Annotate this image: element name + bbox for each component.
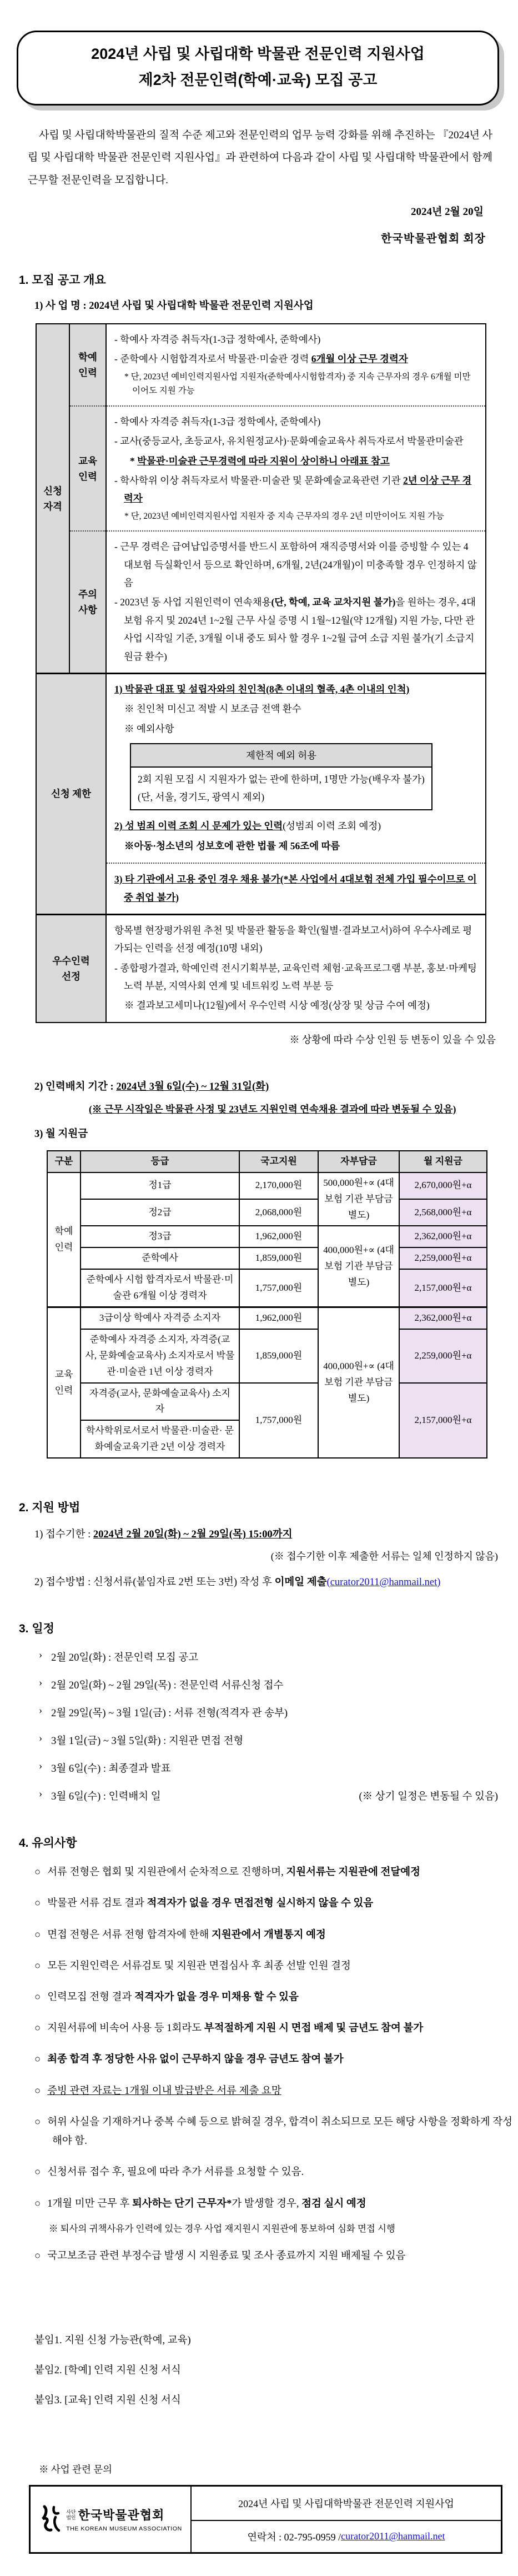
requirement-line: - 학사학위 이상 취득자로서 박물관·미술관 및 문화예술교육관련 기관 2년 이상 근무 경력자 — [114, 475, 472, 504]
circle-bullet-icon: ○ — [34, 1960, 41, 1972]
table-row — [36, 531, 486, 673]
self-pay-cell: 500,000원+∝ (4대보험 기관 부담금 별도) — [318, 1172, 399, 1226]
section-2-heading: 2. 지원 방법 — [19, 1501, 81, 1515]
corp-line: 사단 — [66, 2509, 76, 2515]
notice-item — [34, 2019, 518, 2038]
table-row — [36, 324, 486, 406]
grade-cell: 정3급 — [81, 1226, 239, 1247]
notice-text: 서류 전형은 협회 및 지원관에서 순차적으로 진행하며, 지원서류는 지원관에 전달예정 — [47, 1867, 420, 1878]
circle-bullet-icon: ○ — [34, 2054, 41, 2066]
schedule-item — [39, 1788, 518, 1803]
schedule-item — [39, 1677, 518, 1692]
chevron-bullet-icon: › — [39, 1677, 43, 1689]
email-link[interactable]: curator2011@hanmail.net — [330, 1577, 437, 1588]
association-name-ko: 한국박물관협회 — [78, 2508, 165, 2523]
education-staff-label — [69, 406, 106, 531]
notice-item — [34, 1894, 518, 1913]
overview-table — [36, 323, 486, 1023]
notice-text: 인력모집 전형 결과 적격자가 없을 경우 미채용 할 수 있음 — [47, 1991, 299, 2003]
requirement-line: - 교사(중등교사, 초등교사, 유치원정교사)·문화예술교육사 취득자로서 박물관미술관 — [114, 435, 464, 447]
dotted-divider — [107, 863, 485, 864]
notice-item — [34, 2113, 518, 2151]
inquiry-label: ※ 사업 관련 문의 — [39, 2463, 113, 2475]
exception-body-line: 2회 지원 모집 시 지원자가 없는 관에 한하며, 1명만 가능(배우자 불가) — [138, 774, 425, 785]
notice-text: 박물관 서류 검토 결과 적격자가 없을 경우 면접전형 실시하지 않을 수 있음 — [47, 1898, 374, 1910]
notice-text: 국고보조금 관련 부정수급 발생 시 지원종료 및 조사 종료까지 지원 배제될 수 있음 — [47, 2250, 406, 2262]
title-box — [17, 31, 499, 106]
grade-cell: 자격증(교사, 문화예술교육사) 소지자 — [81, 1383, 239, 1421]
restriction-cell — [106, 673, 486, 914]
excellence-label — [36, 914, 106, 1022]
grade-cell: 정1급 — [81, 1172, 239, 1199]
notice-item — [34, 1926, 518, 1944]
notice-text: 신청서류 접수 후, 필요에 따라 추가 서류를 요청할 수 있음. — [47, 2167, 304, 2178]
table-row — [47, 1172, 487, 1199]
chevron-bullet-icon: › — [39, 1788, 43, 1800]
gov-support-cell: 1,962,000원 — [239, 1307, 318, 1329]
notice-item — [34, 2163, 518, 2182]
table-row — [36, 406, 486, 531]
intro-paragraph: 사립 및 사립대학박물관의 질적 수준 제고와 전문인력의 업무 능력 강화를 위해 추진하는 『2024년 사립 및 사립대학 박물관 전문인력 지원사업』과 관련하여 다음과 같이 사립 및 사립대학 박물관에서 함께 근무할 전문인력을 모집합니다. — [28, 129, 492, 187]
paren-close: ) — [437, 1577, 441, 1588]
notice-text: 1개월 미만 근무 후 퇴사하는 단기 근무자*가 발생할 경우, 점검 실시 예정 — [47, 2198, 366, 2209]
chevron-bullet-icon: › — [39, 1733, 43, 1745]
title-line-2: 제2차 전문인력(학예·교육) 모집 공고 — [138, 72, 378, 89]
notice-text: 최종 합격 후 정당한 사유 없이 근무하지 않을 경우 금년도 참여 불가 — [47, 2054, 344, 2066]
restriction-note: ※ 예외사항 — [124, 723, 174, 734]
requirement-line: - 준학예사 시험합격자로서 박물관·미술관 경력 6개월 이상 근무 경력자 — [114, 353, 408, 365]
column-header: 구분 — [47, 1151, 81, 1172]
schedule-item — [39, 1705, 518, 1720]
excellence-line: 항목별 현장평가위원 추천 및 박물관 활동을 확인(월별·결과보고서)하여 우수사례로 평가되는 인력을 선정 예정(10명 내외) — [114, 924, 472, 954]
exception-body-line: (단, 서울, 경기도, 광역시 제외) — [138, 791, 265, 803]
circle-bullet-icon: ○ — [34, 2023, 41, 2034]
section-4-heading: 4. 유의사항 — [19, 1837, 77, 1850]
self-pay-cell: 400,000원+∝ (4대보험 기관 부담금 별도) — [318, 1226, 399, 1307]
chevron-bullet-icon: › — [39, 1761, 43, 1772]
salary-table — [47, 1150, 487, 1459]
schedule-text: 3월 6일(수) : 인력배치 일 — [51, 1791, 161, 1803]
label-line: 교육 — [54, 1369, 73, 1380]
circle-bullet-icon: ○ — [34, 2167, 41, 2178]
monthly-cell: 2,362,000원+α — [399, 1307, 487, 1329]
submission-line — [34, 1574, 518, 1588]
restriction-note: ※ 친인척 미신고 적발 시 보조금 전액 환수 — [124, 703, 301, 715]
restriction-note: ※아동·청소년의 성보호에 관한 법률 제 56조에 따름 — [124, 840, 340, 851]
monthly-cell: 2,568,000원+α — [399, 1199, 487, 1226]
qualification-label-line: 자격 — [43, 500, 62, 512]
table-row — [47, 1329, 487, 1383]
contact-prefix: 연락처 : 02-795-0959 / — [247, 2531, 341, 2543]
schedule-item — [39, 1761, 518, 1775]
notice-text: 지원서류에 비속어 사용 등 1회라도 부적절하게 지원 시 면접 배제 및 금년도 참여 불가 — [47, 2023, 424, 2034]
gov-support-cell: 1,757,000원 — [239, 1269, 318, 1307]
grade-cell: 학사학위로서로서 박물관·미술관· 문화예술교육기관 2년 이상 경력자 — [81, 1420, 239, 1458]
circle-bullet-icon: ○ — [34, 1991, 41, 2003]
circle-bullet-icon: ○ — [34, 2085, 41, 2097]
notice-item — [34, 2194, 518, 2213]
self-pay-cell: 400,000원+∝ (4대보험 기관 부담금 별도) — [318, 1307, 399, 1458]
circle-bullet-icon: ○ — [34, 2116, 41, 2128]
qualification-label-line: 신청 — [43, 485, 62, 497]
label-line: 학예 — [54, 1225, 73, 1236]
table-header-row — [47, 1151, 487, 1172]
program-name: 2024년 사립 및 사립대학박물관 전문인력 지원사업 — [192, 2487, 501, 2521]
restriction-line: 3) 타 기관에서 고용 중인 경우 채용 불가(*본 사업에서 4대보험 전체 가입 필수이므로 이중 취업 불가) — [114, 874, 477, 903]
deadline-note: (※ 접수기한 이후 제출한 서류는 일체 인정하지 않음) — [270, 1551, 498, 1562]
column-header: 월 지원금 — [399, 1151, 487, 1172]
schedule-item — [39, 1650, 518, 1664]
table-row — [36, 914, 486, 1022]
salary-heading: 3) 월 지원금 — [34, 1128, 88, 1140]
exception-table-body — [130, 767, 432, 810]
chevron-bullet-icon: › — [39, 1705, 43, 1717]
exception-table-header: 제한적 예외 허용 — [130, 744, 432, 767]
table-row — [47, 1269, 487, 1307]
submission-text: 2) 접수방법 : 신청서류(붙임자료 2번 또는 3번) 작성 후 이메일 제출 — [34, 1577, 327, 1588]
restriction-line: 1) 박물관 대표 및 설립자와의 친인척(8촌 이내의 혈족, 4촌 이내의 인척) — [114, 683, 410, 695]
table-row — [47, 1199, 487, 1226]
column-header: 국고지원 — [239, 1151, 318, 1172]
footer-contact-box — [29, 2485, 502, 2554]
grade-cell: 준학예사 자격증 소지자, 자격증(교사, 문화예술교육사) 소지자로서 박물관·미술관 1년 이상 경력자 — [81, 1329, 239, 1383]
table-row — [130, 767, 432, 810]
table-row — [47, 1383, 487, 1421]
title-line-1: 2024년 사립 및 사립대학 박물관 전문인력 지원사업 — [91, 46, 425, 62]
notice-item — [34, 2082, 518, 2101]
announcement-date: 2024년 2월 20일 — [410, 206, 484, 218]
schedule-text: 2월 20일(화) : 전문인력 모집 공고 — [51, 1652, 199, 1664]
monthly-cell: 2,157,000원+α — [399, 1383, 487, 1459]
table-row — [47, 1307, 487, 1329]
section-3-heading: 3. 일정 — [19, 1622, 54, 1636]
paren-open: ( — [326, 1577, 330, 1588]
schedule-text: 3월 6일(수) : 최종결과 발표 — [51, 1763, 171, 1775]
gov-support-cell: 1,757,000원 — [239, 1383, 318, 1459]
monthly-cell: 2,157,000원+α — [399, 1269, 487, 1307]
monthly-cell: 2,259,000원+α — [399, 1247, 487, 1269]
notice-item — [34, 1988, 518, 2007]
schedule-note: (※ 상기 일정은 변동될 수 있음) — [359, 1791, 498, 1803]
schedule-text: 3월 1일(금) ~ 3월 5일(화) : 지원관 면접 전형 — [51, 1736, 244, 1747]
gov-support-cell: 2,068,000원 — [239, 1199, 318, 1226]
caution-line: - 2023년 동 사업 지원인력이 연속채용(단, 학예, 교육 교차지원 불가)을 원하는 경우, 4대보험 유지 및 2024년 1~2월 근무 사실 증명 시 1월~12월(약 12개월) 지원 가능, 다만 관 사업 시작일 기준, 3개월 이내 중도 퇴사 할 경우 1~2월 급여 소급 지원 불가(기 소급지원금 환수) — [114, 597, 476, 662]
placement-period-note: (※ 근무 시작일은 박물관 사정 및 23년도 지원인력 연속채용 결과에 따라 변동될 수 있음) — [89, 1103, 456, 1115]
caution-cell — [106, 531, 486, 673]
requirement-line: - 학예사 자격증 취득자(1-3급 정학예사, 준학예사) — [114, 415, 321, 427]
table-row — [47, 1247, 487, 1269]
curatorial-staff-cell — [106, 324, 486, 406]
notice-item — [34, 1957, 518, 1976]
association-logo-block — [31, 2487, 192, 2552]
deadline-line: 1) 접수기한 : 2024년 2월 20일(화) ~ 2월 29일(목) 15:00까지 — [34, 1529, 293, 1541]
section-1-heading: 1. 모집 공고 개요 — [19, 274, 106, 287]
corp-line: 법인 — [66, 2514, 76, 2520]
attachment-item: 붙임2. [학예] 인력 지원 신청 서식 — [34, 2364, 181, 2376]
requirement-note: * 단, 2023년 예비인력지원사업 지원자 중 지속 근무자의 경우 2년 미만이어도 지원 가능 — [124, 511, 445, 521]
kma-logo-icon — [39, 2505, 61, 2534]
label-line: 사항 — [78, 604, 97, 616]
label-line: 인력 — [78, 470, 97, 482]
notice-text: 모든 지원인력은 서류검토 및 지원관 면접심사 후 최종 선발 인원 결정 — [47, 1960, 351, 1972]
label-line: 인력 — [54, 1241, 73, 1252]
grade-cell: 3급이상 학예사 자격증 소지자 — [81, 1307, 239, 1329]
label-line: 교육 — [78, 455, 97, 467]
qualification-label — [36, 324, 69, 673]
label-line: 인력 — [54, 1385, 73, 1396]
table-row — [130, 744, 432, 767]
schedule-item — [39, 1733, 518, 1747]
grade-cell: 준학예사 시험 합격자로서 박물관·미술관 6개월 이상 경력자 — [81, 1269, 239, 1307]
notice-text: 허위 사실을 기재하거나 중복 수혜 등으로 밝혀질 경우, 합격이 취소되므로 모든 해당 사항을 정확하게 작성해야 함. — [47, 2116, 513, 2147]
circle-bullet-icon: ○ — [34, 1867, 41, 1878]
group-education — [47, 1307, 81, 1458]
curatorial-staff-label — [69, 324, 106, 406]
label-line: 주의 — [78, 589, 97, 600]
circle-bullet-icon: ○ — [34, 1929, 41, 1941]
notice-item — [34, 2050, 518, 2069]
corporation-type — [66, 2509, 76, 2521]
notice-sub-note: ※ 퇴사의 귀책사유가 인력에 있는 경우 사업 재지원시 지원관에 통보하여 심화 면접 시행 — [49, 2223, 395, 2234]
grade-cell: 준학예사 — [81, 1247, 239, 1269]
column-header: 자부담금 — [318, 1151, 399, 1172]
attachment-item: 붙임3. [교육] 인력 지원 신청 서식 — [34, 2394, 181, 2406]
gov-support-cell: 1,859,000원 — [239, 1329, 318, 1383]
excellence-cell — [106, 914, 486, 1022]
schedule-text: 2월 29일(목) ~ 3월 1일(금) : 서류 전형(적격자 관 송부) — [51, 1708, 288, 1720]
email-link[interactable]: curator2011@hanmail.net — [341, 2530, 445, 2542]
requirement-note: * 단, 2023년 예비인력지원사업 지원자(준학예사시험합격자) 중 지속 근무자의 경우 6개월 미만이어도 지원 가능 — [124, 372, 471, 396]
gov-support-cell: 2,170,000원 — [239, 1172, 318, 1199]
gov-support-cell: 1,859,000원 — [239, 1247, 318, 1269]
notice-text: 면접 전형은 서류 전형 합격자에 한해 지원관에서 개별통지 예정 — [47, 1929, 326, 1941]
restriction-label: 신청 제한 — [36, 673, 106, 914]
label-line: 인력 — [78, 367, 97, 378]
association-name-en: THE KOREAN MUSEUM ASSOCIATION — [66, 2525, 182, 2533]
monthly-cell: 2,362,000원+α — [399, 1226, 487, 1247]
monthly-cell: 2,670,000원+α — [399, 1172, 487, 1199]
column-header: 등급 — [81, 1151, 239, 1172]
caution-line: - 근무 경력은 급여납입증명서를 반드시 포함하여 재직증명서와 이를 증빙할 수 있는 4대보험 득실확인서 등으로 확인하며, 6개월, 2년(24개월)이 미충족할 경우 인정하지 않음 — [114, 541, 477, 589]
education-staff-cell — [106, 406, 486, 531]
group-curatorial — [47, 1172, 81, 1307]
monthly-cell: 2,259,000원+α — [399, 1329, 487, 1383]
placement-period-line: 2) 인력배치 기간 : 2024년 3월 6일(수) ~ 12월 31일(화) — [34, 1081, 269, 1092]
table-footnote: ※ 상황에 따라 수상 인원 등 변동이 있을 수 있음 — [289, 1034, 496, 1045]
attachment-item: 붙임1. 지원 신청 가능관(학예, 교육) — [34, 2334, 191, 2346]
table-row — [47, 1226, 487, 1247]
footer-right-block — [192, 2487, 501, 2552]
signer: 한국박물관협회 회장 — [381, 233, 486, 245]
circle-bullet-icon: ○ — [34, 2198, 41, 2209]
caution-label — [69, 531, 106, 673]
notice-item — [34, 2247, 518, 2266]
excellence-note: ※ 결과보고세미나(12월)에서 우수인력 시상 예정(상장 및 상금 수여 예정) — [124, 1000, 430, 1011]
business-name-line: 1) 사 업 명 : 2024년 사립 및 사립대학 박물관 전문인력 지원사업 — [34, 300, 314, 312]
notice-item — [34, 1863, 518, 1882]
spacer — [0, 2266, 518, 2317]
exception-table — [130, 743, 432, 810]
table-row — [36, 673, 486, 914]
label-line: 학예 — [78, 351, 97, 363]
association-name-block — [66, 2506, 182, 2532]
grade-cell: 정2급 — [81, 1199, 239, 1226]
contact-line — [192, 2521, 501, 2552]
notice-text: 증빙 관련 자료는 1개월 이내 발급받은 서류 제출 요망 — [47, 2085, 281, 2097]
requirement-line: - 학예사 자격증 취득자(1-3급 정학예사, 준학예사) — [114, 334, 321, 345]
circle-bullet-icon: ○ — [34, 1898, 41, 1910]
restriction-line: 2) 성 범죄 이력 조회 시 문제가 있는 인력(성범죄 이력 조회 예정) — [114, 820, 381, 832]
association-name-row — [66, 2506, 182, 2523]
gov-support-cell: 1,962,000원 — [239, 1226, 318, 1247]
label-line: 선정 — [62, 970, 81, 982]
chevron-bullet-icon: › — [39, 1650, 43, 1661]
requirement-note: * 박물관·미술관 근무경력에 따라 지원이 상이하니 아래표 참고 — [130, 455, 390, 467]
circle-bullet-icon: ○ — [34, 2250, 41, 2262]
label-line: 우수인력 — [52, 955, 90, 966]
excellence-line: - 종합평가결과, 학예인력 전시기획부분, 교육인력 체험·교육프로그램 부분, 홍보·마케팅 노력 부분, 지역사회 연계 및 네트워킹 노력 부분 등 — [114, 962, 477, 992]
schedule-text: 2월 20일(화) ~ 2월 29일(목) : 전문인력 서류신청 접수 — [51, 1680, 284, 1692]
